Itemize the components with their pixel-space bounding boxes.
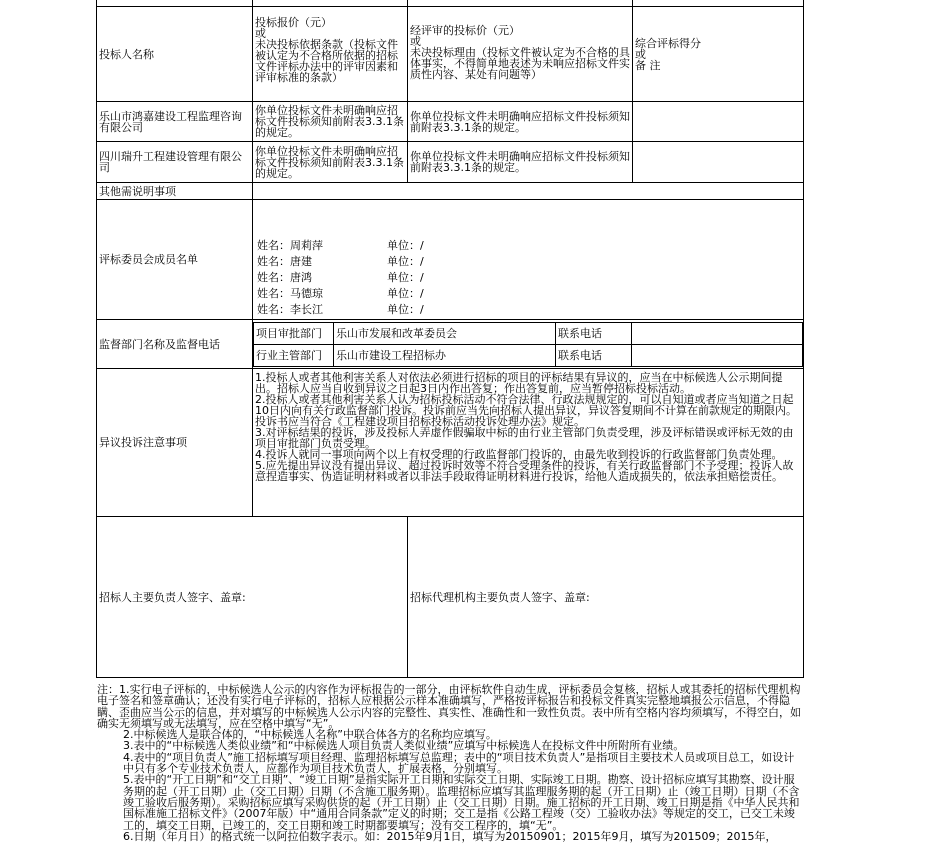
member-unit: 单位：/: [387, 271, 424, 284]
committee-label: 评标委员会成员名单: [97, 200, 253, 320]
or-label: 或: [635, 47, 646, 61]
signature-row: [97, 517, 804, 678]
note-6: 6.日期（年月日）的格式统一以阿拉伯数字表示。如：2015年9月1日，填写为20150901；2015年9月，填写为201509；2015年，: [123, 829, 777, 843]
note-4: 4.表中的“项目负责人”施工招标填写项目经理、监理招标填写总监理；表中的“项目技术负责人”是指项目主要技术人员或项目总工，如设计中只有多个专业技术负责人，应都作为项目技术负责人，扩展表格，分别填写。: [123, 750, 795, 776]
or-label: 或: [255, 27, 266, 40]
note-5: 5.表中的“开工日期”和“交工日期”、“竣工日期”是指实际开工日期和实际交工日期、实际竣工日期。勘察、设计招标应填写其勘察、设计服务期的起（开工日期）止（交工日期）日期（不含施工服务期）。监理招标应填写其监理服务期的起（开工日期）止（竣工日期）日期（不含竣工验收后服务期）。采购招标应填写采购供货的起（开工日期）止（交工日期）日期。施工招标的开工日期、竣工日期是指《中华人民共和国标准施工招标文件》（2007年版）中“通用合同条款”定义的时期；交工是指《公路工程竣（交）工验收办法》等规定的交工，已交工未竣工的，填交工日期，已竣工的，交工日期和竣工时期都要填写；没有交工程序的，填“无”。: [123, 773, 800, 832]
committee-member: [257, 238, 799, 254]
bidder-name: 四川瑞升工程建设管理有限公司: [97, 142, 253, 183]
complaint-items: [253, 369, 804, 517]
committee-member: [257, 302, 799, 318]
supervision-dept-row: [254, 322, 803, 344]
bid-price-label: 投标报价（元）: [255, 16, 332, 29]
bidder-row: [97, 102, 804, 142]
remark-label: 备 注: [635, 58, 661, 72]
bidder-clause: 你单位投标文件未明确响应招标文件投标须知前附表3.3.1条的规定。: [253, 142, 408, 183]
tenderer-signature: 招标人主要负责人签字、盖章:: [97, 517, 408, 678]
bidder-name: 乐山市鸿嘉建设工程监理咨询有限公司: [97, 102, 253, 142]
member-unit: 单位：/: [387, 303, 424, 316]
supervision-label: 监督部门名称及监督电话: [97, 320, 253, 369]
note-3: 3.表中的“中标候选人类似业绩”和“中标候选人项目负责人类似业绩”应填写中标候选人在投标文件中所附所有业绩。: [123, 739, 685, 753]
complaint-item: 3.对评标结果的投诉，涉及投标人弄虚作假骗取中标的由行业主管部门负责受理，涉及评标错误或评标无效的由项目审批部门负责受理。: [255, 426, 794, 450]
phone-value: [632, 322, 803, 344]
committee-row: [97, 200, 804, 320]
bidder-score: [633, 102, 804, 142]
phone-label: 联系电话: [556, 344, 632, 366]
complaint-row: [97, 369, 804, 517]
member-name: 姓名：周莉萍: [257, 239, 323, 252]
dept-name: 乐山市建设工程招标办: [334, 344, 556, 366]
bidder-score: [633, 142, 804, 183]
complaint-item: 2.投标人或者其他利害关系人认为招标投标活动不符合法律、行政法规规定的，可以自知道或者应当知道之日起10日内向有关行政监督部门投诉。投诉前应当先向招标人提出异议，异议答复期间不计算在前款规定的期限内。投诉书应当符合《工程建设项目招标投标活动投诉处理办法》规定。: [255, 393, 797, 428]
member-name: 姓名：唐建: [257, 255, 312, 268]
header-bidder-name: 投标人名称: [97, 7, 253, 102]
supervision-row: [97, 320, 804, 369]
phone-value: [632, 344, 803, 366]
header-reviewed-price: [408, 7, 633, 102]
member-name: 姓名：李长江: [257, 303, 323, 316]
header-score: [633, 7, 804, 102]
other-notes-row: [97, 183, 804, 200]
complaint-item: 1.投标人或者其他利害关系人对依法必须进行招标的项目的评标结果有异议的，应当在中标候选人公示期间提出。招标人应当自收到异议之日起3日内作出答复；作出答复前，应当暂停招标投标活动。: [255, 371, 783, 395]
member-unit: 单位：/: [387, 255, 424, 268]
reviewed-price-label: 经评审的投标价（元）: [410, 24, 520, 37]
reject-reason-label: 未决投标理由（投标文件被认定为不合格的具体事实，不得简单地表述为未响应招标文件实质性内容、某处有问题等）: [410, 46, 630, 81]
footnotes: [97, 684, 803, 842]
reject-clause-label: 未决投标依据条款（投标文件被认定为不合格所依据的招标文件评标办法中的评审因素和评审标准的条款）: [255, 38, 398, 84]
or-label: 或: [410, 35, 421, 48]
member-name: 姓名：唐鸿: [257, 271, 312, 284]
supervision-table: [253, 322, 803, 367]
score-label: 综合评标得分: [635, 36, 701, 50]
complaint-item: 5.应先提出异议没有提出异议、超过投诉时效等不符合受理条件的投诉，有关行政监督部门不予受理；投诉人故意捏造事实、伪造证明材料或者以非法手段取得证明材料进行投诉，给他人造成损失的，依法承担赔偿责任。: [255, 459, 794, 483]
phone-label: 联系电话: [556, 322, 632, 344]
member-unit: 单位：/: [387, 239, 424, 252]
committee-members: [253, 200, 804, 320]
dept-name: 乐山市发展和改革委员会: [334, 322, 556, 344]
bidder-reason: 你单位投标文件未明确响应招标文件投标须知前附表3.3.1条的规定。: [408, 142, 633, 183]
bidder-clause: 你单位投标文件未明确响应招标文件投标须知前附表3.3.1条的规定。: [253, 102, 408, 142]
bidder-row: [97, 142, 804, 183]
supervision-details: [253, 320, 804, 369]
member-unit: 单位：/: [387, 287, 424, 300]
dept-type: 行业主管部门: [254, 344, 334, 366]
dept-type: 项目审批部门: [254, 322, 334, 344]
complaint-item: 4.投诉人就同一事项向两个以上有权受理的行政监督部门投诉的，由最先收到投诉的行政监督部门负责处理。: [255, 448, 783, 461]
agency-signature: 招标代理机构主要负责人签字、盖章:: [408, 517, 804, 678]
other-notes-value: [253, 183, 804, 200]
note-1: 注：1.实行电子评标的，中标候选人公示的内容作为评标报告的一部分，由评标软件自动生成，评标委员会复核，招标人或其委托的招标代理机构电子签名和签章确认；还没有实行电子评标的，招标人应根据公示样本准确填写，严格按评标报告和投标文件真实完整地填报公示信息，不得隐瞒、歪曲应当公示的信息，并对填写的中标候选人公示内容的完整性、真实性、准确性和一致性负责。表中所有空格内容均须填写，不得空白，如确实无须填写或无法填写，应在空格中填写“无”。: [97, 683, 801, 730]
bid-evaluation-table: [96, 0, 804, 678]
member-name: 姓名：马德琼: [257, 287, 323, 300]
supervision-dept-row: [254, 344, 803, 366]
committee-member: [257, 286, 799, 302]
complaint-label: 异议投诉注意事项: [97, 369, 253, 517]
committee-member: [257, 254, 799, 270]
other-notes-label: 其他需说明事项: [97, 183, 253, 200]
note-2: 2.中标候选人是联合体的，“中标候选人名称”中联合体各方的名称均应填写。: [123, 728, 497, 742]
bidder-reason: 你单位投标文件未明确响应招标文件投标须知前附表3.3.1条的规定。: [408, 102, 633, 142]
header-bid-price: [253, 7, 408, 102]
header-row: [97, 7, 804, 102]
committee-member: [257, 270, 799, 286]
